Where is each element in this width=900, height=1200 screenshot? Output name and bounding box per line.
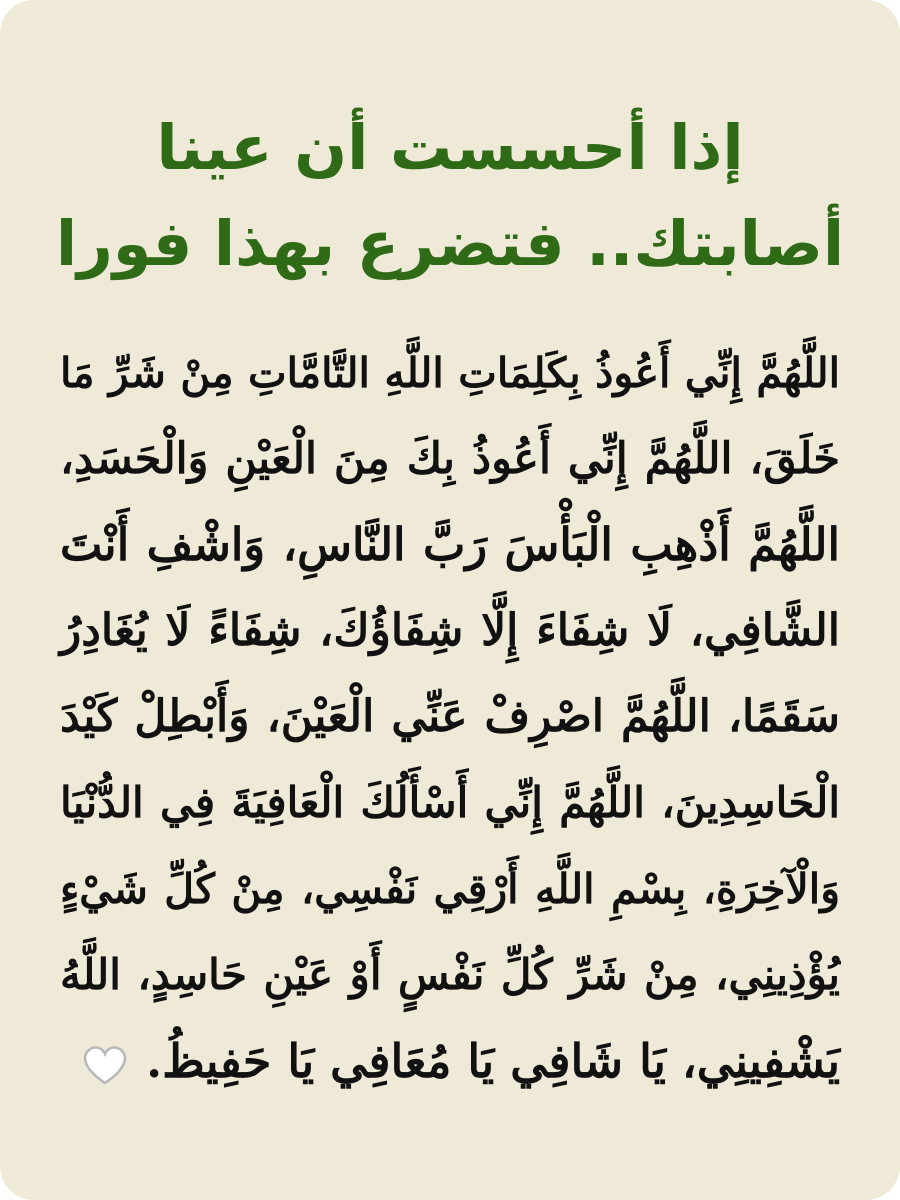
dua-line-8: يُؤْذِينِي، مِنْ شَرِّ كُلِّ نَفْسٍ أَوْ عَيْنِ حَاسِدٍ، اللَّهُ [60,950,840,999]
dua-line-7: وَالْآخِرَةِ، بِسْمِ اللَّهِ أَرْقِي نَفْسِي، مِنْ كُلِّ شَيْءٍ [60,865,840,913]
dua-line-1: اللَّهُمَّ إِنِّي أَعُوذُ بِكَلِمَاتِ اللَّهِ التَّامَّاتِ مِنْ شَرِّ مَا [60,349,840,397]
dua-line-9 [60,1018,840,1104]
heart-icon [80,1043,130,1087]
dua-line-2: خَلَقَ، اللَّهُمَّ إِنِّي أَعُوذُ بِكَ مِنَ الْعَيْنِ وَالْحَسَدِ، [60,434,840,484]
dua-line-9-text: يَشْفِينِي، يَا شَافِي يَا مُعَافِي يَا حَفِيظُ. [146,1034,840,1088]
page-title [40,100,860,292]
dua-line-4: الشَّافِي، لَا شِفَاءَ إِلَّا شِفَاؤُكَ، شِفَاءً لَا يُغَادِرُ [60,605,840,656]
title-line-1: إذا أحسست أن عينا [156,111,744,184]
dua-line-3: اللَّهُمَّ أَذْهِبِ الْبَأْسَ رَبَّ النَّاسِ، وَاشْفِ أَنْتَ [60,518,840,571]
title-line-2: أصابتك.. فتضرع بهذا فورا [55,207,845,280]
dua-text [60,330,840,1104]
dua-line-5: سَقَمًا، اللَّهُمَّ اصْرِفْ عَنِّي الْعَيْنَ، وَأَبْطِلْ كَيْدَ [60,691,840,742]
dua-line-6: الْحَاسِدِينَ، اللَّهُمَّ إِنِّي أَسْأَلُكَ الْعَافِيَةَ فِي الدُّنْيَا [60,778,840,827]
